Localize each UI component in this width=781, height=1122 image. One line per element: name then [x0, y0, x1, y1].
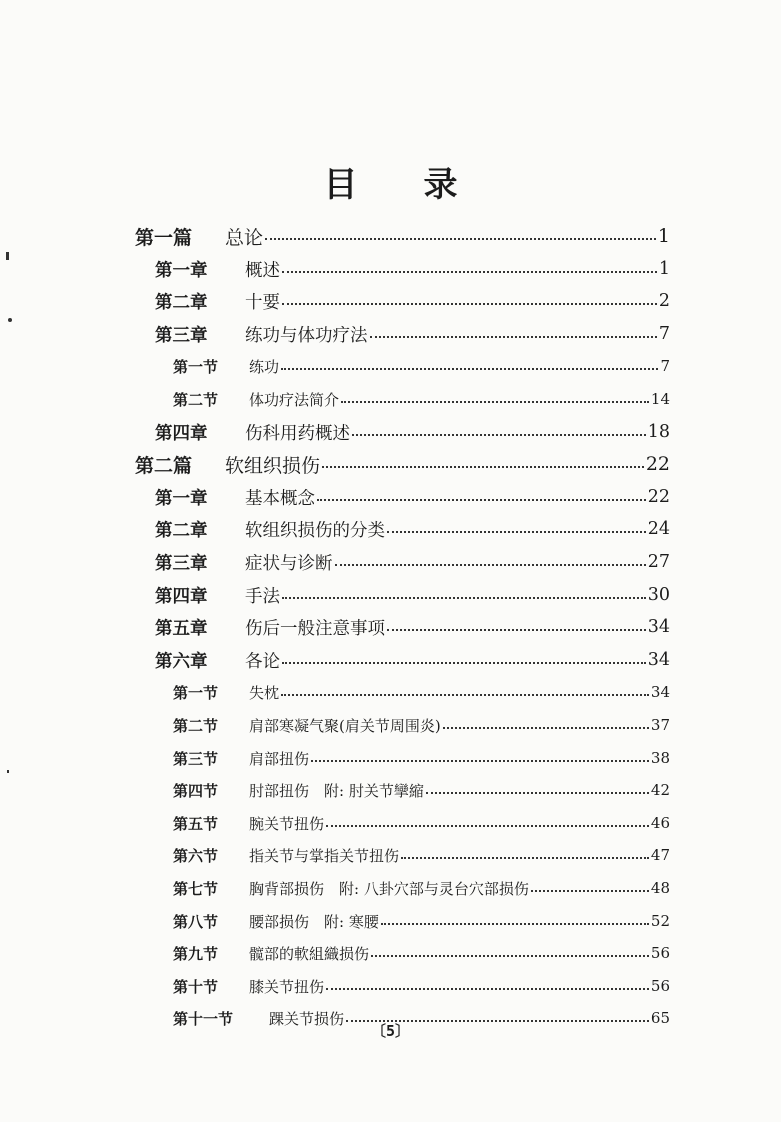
toc-entry-title: 基本概念 [245, 488, 315, 509]
toc-entry-title: 概述 [245, 260, 280, 281]
toc-entry-number: 第四章 [155, 423, 208, 444]
toc-entry [173, 874, 670, 902]
toc-entry-number: 第八节 [173, 912, 219, 931]
title-char-2: 录 [423, 165, 458, 205]
toc-entry-number: 第四章 [155, 586, 208, 607]
title-char-1: 目 [323, 165, 358, 205]
toc-entry-page: 34 [647, 650, 670, 670]
toc-entry-number: 第九节 [173, 944, 219, 963]
toc-entry-title: 失枕 [249, 683, 280, 702]
toc-entry-page: 18 [647, 422, 670, 442]
toc-entry-title: 总论 [225, 226, 264, 249]
dot-leader [281, 694, 649, 696]
toc-entry-page: 7 [660, 357, 670, 375]
toc-entry [173, 972, 670, 1000]
dot-leader [322, 466, 644, 468]
toc-entry-page: 30 [647, 585, 670, 605]
toc-entry-title: 指关节与掌指关节扭伤 [249, 846, 400, 865]
dot-leader [426, 792, 649, 794]
toc-entry-title: 十要 [245, 292, 280, 313]
toc-entry [155, 646, 670, 674]
toc-entry-page: 65 [650, 1009, 670, 1027]
toc-entry-number: 第二节 [173, 716, 219, 735]
toc-entry-title: 膝关节扭伤 [249, 977, 325, 996]
dot-leader [311, 760, 649, 762]
dot-leader [281, 368, 658, 370]
dot-leader [282, 597, 646, 599]
toc-entry-page: 37 [650, 716, 670, 734]
dot-leader [282, 303, 657, 305]
toc-entry [155, 287, 670, 315]
dot-leader [401, 857, 649, 859]
toc-entry-number: 第一章 [155, 488, 208, 509]
toc-entry [173, 809, 670, 837]
toc-entry-title: 胸背部损伤 附: 八卦穴部与灵台穴部损伤 [249, 879, 529, 898]
toc-entry-page: 46 [650, 814, 670, 832]
toc-entry-title: 伤后一般注意事项 [245, 618, 385, 639]
toc-entry-page: 22 [645, 453, 670, 475]
dot-leader [531, 890, 649, 892]
dot-leader [326, 825, 649, 827]
scan-speck [6, 252, 9, 260]
toc-entry [155, 515, 670, 543]
toc-entry-number: 第四节 [173, 781, 219, 800]
toc-entry-title: 肩部寒凝气聚(肩关节周围炎) [249, 716, 441, 735]
toc-entry-number: 第六节 [173, 846, 219, 865]
toc-entry-number: 第三章 [155, 553, 208, 574]
toc-entry [155, 255, 670, 283]
toc-entry-title: 肘部扭伤 附: 肘关节攣縮 [249, 781, 424, 800]
dot-leader [370, 336, 657, 338]
toc-entry [155, 418, 670, 446]
toc-entry [135, 222, 670, 250]
toc-entry-number: 第五节 [173, 814, 219, 833]
toc-entry-number: 第二节 [173, 390, 219, 409]
toc-entry-number: 第十节 [173, 977, 219, 996]
toc-entry [173, 678, 670, 706]
toc-entry-page: 48 [650, 879, 670, 897]
toc-entry-title: 各论 [245, 651, 280, 672]
toc-entry-page: 56 [650, 944, 670, 962]
dot-leader [317, 499, 646, 501]
toc-entry-title: 练功 [249, 357, 280, 376]
toc-entry [173, 744, 670, 772]
toc-entry-page: 56 [650, 977, 670, 995]
dot-leader [387, 531, 646, 533]
toc-entry-title: 髋部的軟組織损伤 [249, 944, 370, 963]
scan-speck [7, 770, 9, 773]
dot-leader [341, 401, 649, 403]
toc-entry-title: 手法 [245, 586, 280, 607]
toc-entry-page: 1 [658, 259, 670, 279]
toc-entry-page: 34 [647, 617, 670, 637]
toc-entry [155, 483, 670, 511]
toc-entry-title: 腕关节扭伤 [249, 814, 325, 833]
dot-leader [371, 955, 649, 957]
dot-leader [381, 923, 649, 925]
toc-entry-number: 第二章 [155, 520, 208, 541]
toc-entry-number: 第三章 [155, 325, 208, 346]
dot-leader [265, 238, 656, 240]
toc-entry-title: 体功疗法简介 [249, 390, 340, 409]
toc-entry-title: 伤科用药概述 [245, 423, 350, 444]
dot-leader [326, 988, 649, 990]
toc-entry-page: 42 [650, 781, 670, 799]
dot-leader [335, 564, 646, 566]
toc-entry [173, 385, 670, 413]
toc-entry-page: 24 [647, 519, 670, 539]
toc-entry-title: 踝关节损伤 [269, 1009, 345, 1028]
toc-entry [155, 581, 670, 609]
toc-entry-number: 第一节 [173, 683, 219, 702]
toc-entry-number: 第一章 [155, 260, 208, 281]
toc-entry [155, 320, 670, 348]
toc-entry [155, 613, 670, 641]
toc-entry-page: 47 [650, 846, 670, 864]
toc-entry-title: 练功与体功疗法 [245, 325, 368, 346]
toc-entry-page: 38 [650, 749, 670, 767]
dot-leader [282, 662, 646, 664]
toc-entry-number: 第六章 [155, 651, 208, 672]
toc-entry [173, 907, 670, 935]
toc-entry [173, 711, 670, 739]
toc-entry-number: 第十一节 [173, 1009, 234, 1028]
toc-entry-number: 第二篇 [135, 454, 193, 477]
toc-entry-number: 第七节 [173, 879, 219, 898]
toc-entry [135, 450, 670, 478]
toc-entry-number: 第二章 [155, 292, 208, 313]
scan-speck [8, 318, 12, 322]
toc-entry-page: 34 [650, 683, 670, 701]
toc-entry-page: 52 [650, 912, 670, 930]
toc-entry [173, 841, 670, 869]
page-title [0, 157, 781, 206]
toc-entry [173, 939, 670, 967]
dot-leader [443, 727, 649, 729]
dot-leader [387, 629, 646, 631]
toc-entry-page: 27 [647, 552, 670, 572]
page-number: 〔5〕 [370, 1022, 411, 1040]
toc-entry-number: 第五章 [155, 618, 208, 639]
toc-entry-number: 第一节 [173, 357, 219, 376]
toc-entry-page: 1 [657, 225, 670, 247]
toc-entry [173, 776, 670, 804]
dot-leader [352, 434, 646, 436]
toc-entry-title: 腰部损伤 附: 寒腰 [249, 912, 379, 931]
toc-entry-title: 肩部扭伤 [249, 749, 310, 768]
toc-entry-number: 第三节 [173, 749, 219, 768]
toc-entry [173, 352, 670, 380]
toc-entry-title: 软组织损伤 [225, 454, 321, 477]
toc-entry-page: 22 [647, 487, 670, 507]
toc-entry-page: 2 [658, 291, 670, 311]
toc-entry [155, 548, 670, 576]
dot-leader [282, 271, 657, 273]
toc-entry-page: 14 [650, 390, 670, 408]
toc-entry-title: 软组织损伤的分类 [245, 520, 385, 541]
toc-entry-page: 7 [658, 324, 670, 344]
toc-entry-title: 症状与诊断 [245, 553, 333, 574]
toc-entry-number: 第一篇 [135, 226, 193, 249]
